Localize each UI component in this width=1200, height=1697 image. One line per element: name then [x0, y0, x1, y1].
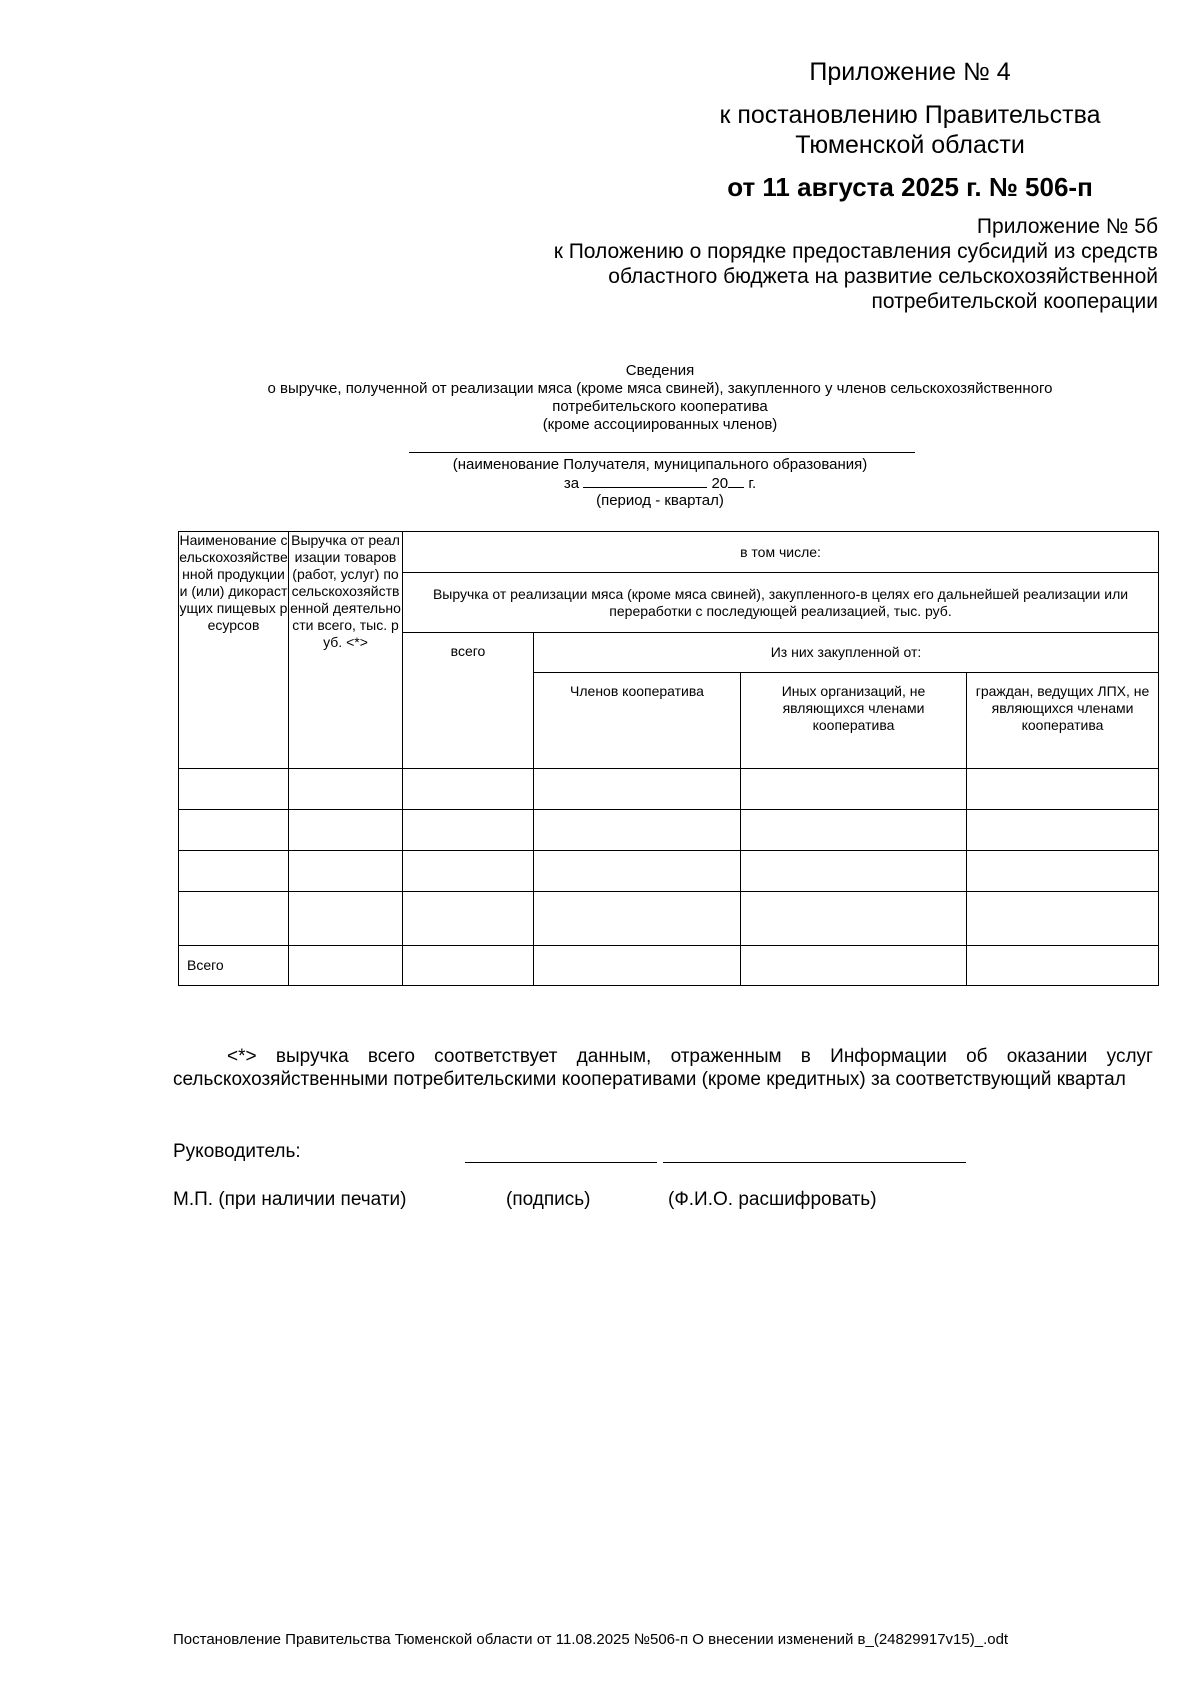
- signature-line: [465, 1162, 657, 1163]
- table-cell[interactable]: [289, 946, 403, 986]
- table-cell[interactable]: [403, 769, 534, 810]
- appendix-regulation-line1: к Положению о порядке предоставления субсидий из средств: [553, 240, 1158, 263]
- meat-revenue-header: Выручка от реализации мяса (кроме мяса свиней), закупленного-в целях его дальнейшей реализации или переработки с последующей реализацией, тыс. руб.: [403, 573, 1159, 633]
- period-suffix: г.: [748, 475, 757, 492]
- footnote-text: <*> выручка всего соответствует данным, отраженным в Информации об оказании услуг сельскохозяйственными потребительскими кооперативами (кроме кредитных) за соответствующий квартал: [173, 1046, 1153, 1090]
- period-year: 20: [711, 475, 729, 492]
- stamp-label: М.П. (при наличии печати): [173, 1189, 407, 1210]
- table-cell[interactable]: [967, 851, 1159, 892]
- table-cell[interactable]: [741, 892, 967, 946]
- table-cell[interactable]: [534, 810, 741, 851]
- footnote: [173, 1045, 1153, 1091]
- table-cell[interactable]: [741, 946, 967, 986]
- table-cell[interactable]: [403, 892, 534, 946]
- table-cell[interactable]: [741, 769, 967, 810]
- period-caption: (период - квартал): [596, 492, 724, 509]
- table-row: [179, 810, 1159, 851]
- col-members-header: Членов кооператива: [534, 673, 741, 769]
- table-cell[interactable]: [289, 810, 403, 851]
- including-header: в том числе:: [403, 532, 1159, 573]
- form-subtitle-line2: потребительского кооператива: [552, 398, 768, 415]
- year-blank: [728, 474, 744, 488]
- col-total-header: всего: [403, 633, 534, 769]
- table-cell[interactable]: [403, 810, 534, 851]
- table-row: [179, 769, 1159, 810]
- table-cell[interactable]: [289, 892, 403, 946]
- name-caption: (Ф.И.О. расшифровать): [668, 1189, 877, 1210]
- table-cell[interactable]: [179, 769, 289, 810]
- signature-caption: (подпись): [506, 1189, 591, 1210]
- document-footer: Постановление Правительства Тюменской области от 11.08.2025 №506-п О внесении изменений в_(24829917v15)_.odt: [173, 1631, 1009, 1648]
- table-cell[interactable]: [179, 851, 289, 892]
- head-label: Руководитель:: [173, 1141, 301, 1162]
- to-resolution-line2: Тюменской области: [795, 131, 1025, 159]
- period-line: [160, 474, 1160, 493]
- table-cell[interactable]: [179, 810, 289, 851]
- table-row: [179, 851, 1159, 892]
- total-row-label: Всего: [179, 946, 289, 986]
- table-cell[interactable]: [967, 810, 1159, 851]
- table-cell[interactable]: [403, 851, 534, 892]
- table-cell[interactable]: [179, 892, 289, 946]
- appendix-number: Приложение № 5б: [976, 215, 1158, 238]
- form-subtitle-line3: (кроме ассоциированных членов): [542, 416, 778, 433]
- recipient-caption: (наименование Получателя, муниципального образования): [452, 456, 868, 473]
- of-which-header: Из них закупленной от:: [534, 633, 1159, 673]
- col-citizens-header: граждан, ведущих ЛПХ, не являющихся членами кооператива: [967, 673, 1159, 769]
- appendix-regulation-line3: потребительской кооперации: [871, 290, 1158, 313]
- table-cell[interactable]: [741, 851, 967, 892]
- table-cell[interactable]: [967, 946, 1159, 986]
- table-cell[interactable]: [534, 851, 741, 892]
- recipient-name-line: [409, 452, 915, 453]
- to-resolution-line1: к постановлению Правительства: [719, 101, 1101, 129]
- table-cell[interactable]: [741, 810, 967, 851]
- form-subtitle-line1: о выручке, полученной от реализации мяса (кроме мяса свиней), закупленного у членов сельскохозяйственного: [267, 380, 1053, 397]
- col-product-name-header: Наименование сельскохозяйственной продукции и (или) дикорастущих пищевых ресурсов: [179, 532, 289, 769]
- table-cell[interactable]: [967, 892, 1159, 946]
- appendix-regulation-line2: областного бюджета на развитие сельскохозяйственной: [608, 265, 1158, 288]
- table-cell[interactable]: [403, 946, 534, 986]
- col-total-revenue-header: Выручка от реализации товаров (работ, услуг) по сельскохозяйственной деятельности всего, тыс. руб. <*>: [289, 532, 403, 769]
- col-other-orgs-header: Иных организаций, не являющихся членами кооператива: [741, 673, 967, 769]
- period-prefix: за: [563, 475, 580, 492]
- table-cell[interactable]: [534, 769, 741, 810]
- table-cell[interactable]: [289, 851, 403, 892]
- total-row: [179, 946, 1159, 986]
- table-cell[interactable]: [534, 946, 741, 986]
- form-title: Сведения: [625, 362, 695, 379]
- table-row: [179, 892, 1159, 946]
- appendix-title: Приложение № 4: [809, 58, 1011, 86]
- period-blank: [583, 474, 707, 488]
- table-cell[interactable]: [967, 769, 1159, 810]
- table-cell[interactable]: [534, 892, 741, 946]
- meat-revenue-table: [178, 531, 1159, 986]
- table-cell[interactable]: [289, 769, 403, 810]
- resolution-date: от 11 августа 2025 г. № 506-п: [727, 172, 1093, 202]
- name-line: [663, 1162, 966, 1163]
